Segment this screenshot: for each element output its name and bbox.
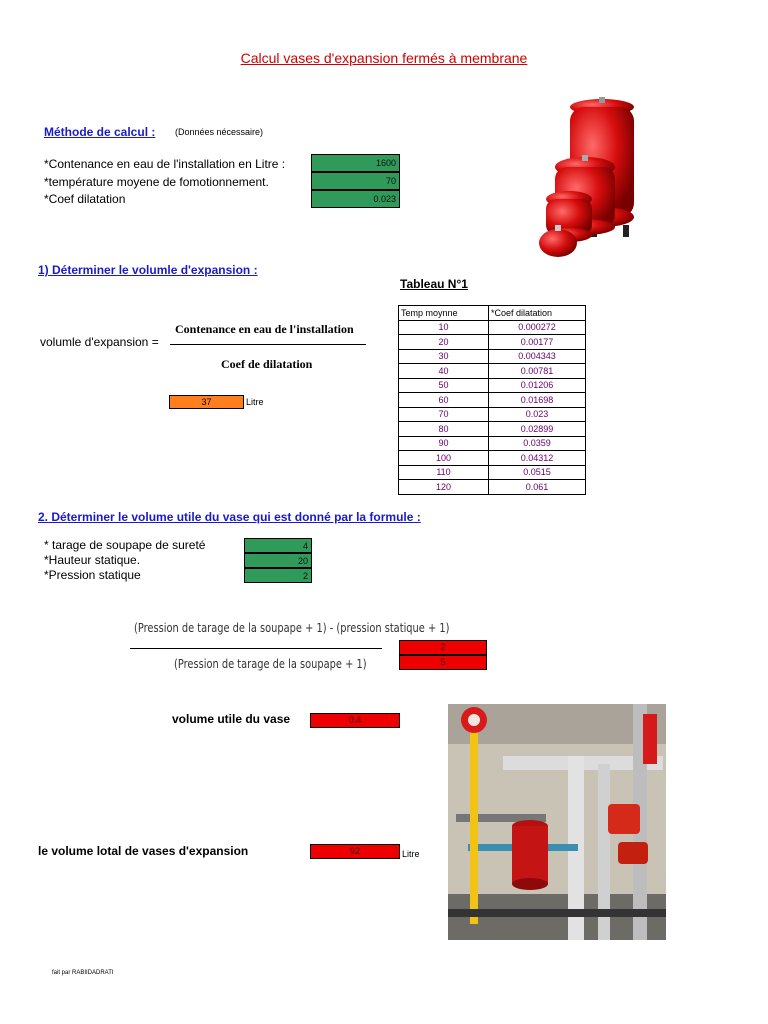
table-cell: 0.04312 xyxy=(489,451,586,466)
dilatation-table xyxy=(398,305,586,495)
table-row xyxy=(399,422,586,437)
table-cell: 0.000272 xyxy=(489,320,586,335)
table-cell: 0.004343 xyxy=(489,349,586,364)
table-cell: 30 xyxy=(399,349,489,364)
table-row xyxy=(399,436,586,451)
table-cell: 0.023 xyxy=(489,407,586,422)
formula2-fraction-line xyxy=(130,648,382,649)
methode-heading: Méthode de calcul : xyxy=(44,125,156,139)
pression-input[interactable]: 2 xyxy=(244,568,312,583)
volume-utile-value: 0.4 xyxy=(310,713,400,728)
pression-label: *Pression statique xyxy=(44,568,141,582)
table-cell: 120 xyxy=(399,480,489,495)
table-cell: 0.00177 xyxy=(489,335,586,350)
formula1-numerator: Contenance en eau de l'installation xyxy=(175,322,354,336)
table-cell: 0.00781 xyxy=(489,364,586,379)
coef-label: *Coef dilatation xyxy=(44,192,126,206)
table-row xyxy=(399,335,586,350)
table-row xyxy=(399,378,586,393)
table-row xyxy=(399,393,586,408)
table-row xyxy=(399,465,586,480)
table-cell: 0.01698 xyxy=(489,393,586,408)
section1-heading: 1) Déterminer le volumle d'expansion : xyxy=(38,263,258,277)
table-cell: 50 xyxy=(399,378,489,393)
hauteur-label: *Hauteur statique. xyxy=(44,553,141,567)
table-cell: 0.02899 xyxy=(489,422,586,437)
volume-total-value: 92 xyxy=(310,844,400,859)
volume-expansion-result: 37 xyxy=(169,395,244,409)
tarage-input[interactable]: 4 xyxy=(244,538,312,553)
formula2-num-value: 2 xyxy=(399,640,487,655)
tarage-label: * tarage de soupape de sureté xyxy=(44,538,206,552)
expansion-tanks-image xyxy=(535,97,645,262)
tableau-title: Tableau N°1 xyxy=(400,277,468,291)
temperature-label: *température moyene de fomotionnement. xyxy=(44,175,269,189)
table-row xyxy=(399,480,586,495)
contenance-input[interactable]: 1600 xyxy=(311,154,400,172)
section2-heading: 2. Déterminer le volume utile du vase qui est donné par la formule : xyxy=(38,510,421,524)
table-header-row xyxy=(399,306,586,321)
table-row xyxy=(399,364,586,379)
table-cell: 0.061 xyxy=(489,480,586,495)
installation-photo xyxy=(448,704,666,940)
table-header-cell: Temp moynne xyxy=(399,306,489,321)
coef-input[interactable]: 0.023 xyxy=(311,190,400,208)
table-cell: 0.01206 xyxy=(489,378,586,393)
table-cell: 40 xyxy=(399,364,489,379)
volume-expansion-label: volumle d'expansion = xyxy=(40,335,159,349)
table-row xyxy=(399,407,586,422)
formula2-denominator: (Pression de tarage de la soupape + 1) xyxy=(174,657,367,671)
volume-utile-label: volume utile du vase xyxy=(172,712,291,726)
table-cell: 20 xyxy=(399,335,489,350)
table-cell: 80 xyxy=(399,422,489,437)
volume-expansion-unit: Litre xyxy=(246,397,264,407)
contenance-label: *Contenance en eau de l'installation en Litre : xyxy=(44,157,286,171)
formula1-denominator: Coef de dilatation xyxy=(221,357,313,371)
table-cell: 110 xyxy=(399,465,489,480)
volume-total-label: le volume lotal de vases d'expansion xyxy=(38,844,249,858)
table-cell: 0.0359 xyxy=(489,436,586,451)
table-cell: 10 xyxy=(399,320,489,335)
table-cell: 90 xyxy=(399,436,489,451)
footer-credit: fait par RABIIDADRATI xyxy=(52,970,114,976)
temperature-input[interactable]: 70 xyxy=(311,172,400,190)
table-cell: 0.0515 xyxy=(489,465,586,480)
table-row xyxy=(399,349,586,364)
page-title: Calcul vases d'expansion fermés à membrane xyxy=(240,50,528,66)
table-row xyxy=(399,451,586,466)
table-cell: 60 xyxy=(399,393,489,408)
formula1-fraction-line xyxy=(170,344,366,345)
table-row xyxy=(399,320,586,335)
hauteur-input[interactable]: 20 xyxy=(244,553,312,568)
methode-note: (Données nécessaire) xyxy=(175,127,264,137)
table-cell: 70 xyxy=(399,407,489,422)
table-cell: 100 xyxy=(399,451,489,466)
formula2-den-value: 5 xyxy=(399,655,487,670)
volume-total-unit: Litre xyxy=(402,849,420,859)
formula2-numerator: (Pression de tarage de la soupape + 1) - (pression statique + 1) xyxy=(134,621,450,635)
table-header-cell: *Coef dilatation xyxy=(489,306,586,321)
